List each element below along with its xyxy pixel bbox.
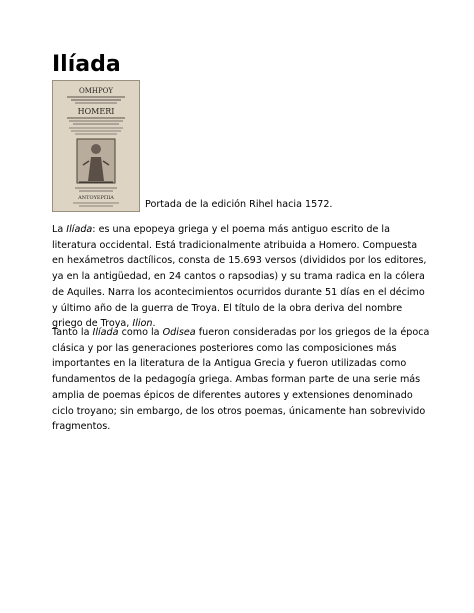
text-span: fueron consideradas por los griegos de la época clásica y por las generaciones posteriores como las composiciones más importantes en la literatura de la Antigua Grecia y fueron utilizadas como fundamentos de la pedagogía griega. Ambas forman parte de una serie más amplia de poemas épicos de diferentes autores y extensiones denominado ciclo troyano; sin embargo, de los otros poemas, únicamente han sobrevivido fragmentos. (52, 327, 430, 433)
text-span: La (52, 224, 67, 235)
italic-title-odisea: Odisea (162, 327, 196, 338)
italic-title-iliada: Ilíada (92, 327, 119, 338)
cover-imprint: ΑΝΤΟΥΕΡΠΙΑ (78, 195, 114, 201)
figure-caption: Portada de la edición Rihel hacia 1572. (145, 199, 333, 210)
cover-title-latin: ΗΟΜΕRI (77, 107, 115, 116)
cover-title-greek: ΟΜΗΡΟΥ (78, 87, 114, 95)
text-span: Tanto la (52, 327, 93, 338)
text-span: : es una epopeya griega y el poema más antiguo escrito de la literatura occidental. Está tradicionalmente atribuida a Homero. Compuesta en hexámetros dactílicos, consta de 15.693 versos (divididos por los editores, ya en la antigüedad, en 24 cantos o rapsodias) y su trama radica en la cólera de Aquiles. Narra los acontecimientos ocurridos durante 51 días en el décimo y último año de la guerra de Troya. El título de la obra deriva del nombre griego de Troya, (52, 224, 427, 330)
text-span: . (152, 318, 156, 330)
italic-term-ilion: Ilion (132, 318, 153, 330)
book-cover-illustration (53, 81, 139, 211)
paragraph-intro (52, 222, 432, 332)
paragraph-context (52, 325, 432, 435)
italic-title-iliada: Ilíada (66, 224, 93, 235)
book-cover-image (52, 80, 140, 212)
text-span: como la (118, 327, 163, 338)
page-title: Ilíada (52, 52, 121, 77)
